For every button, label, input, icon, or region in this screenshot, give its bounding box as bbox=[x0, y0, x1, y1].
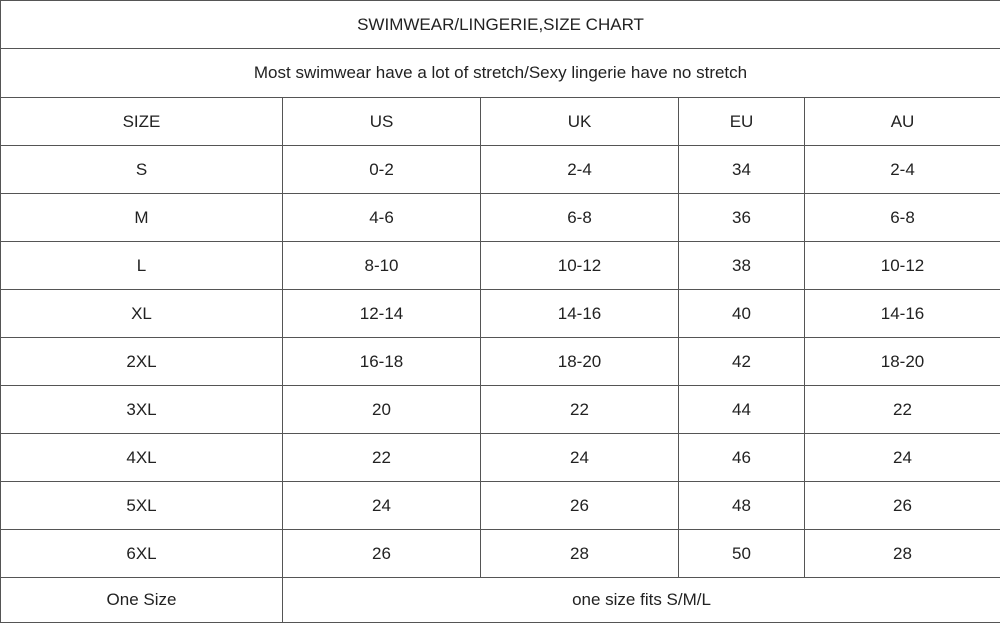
eu-cell: 36 bbox=[679, 194, 805, 242]
au-cell: 6-8 bbox=[805, 194, 1000, 242]
uk-cell: 18-20 bbox=[481, 338, 679, 386]
uk-cell: 14-16 bbox=[481, 290, 679, 338]
uk-cell: 22 bbox=[481, 386, 679, 434]
au-cell: 24 bbox=[805, 434, 1000, 482]
header-row bbox=[1, 98, 1000, 146]
uk-cell: 6-8 bbox=[481, 194, 679, 242]
eu-cell: 44 bbox=[679, 386, 805, 434]
au-cell: 26 bbox=[805, 482, 1000, 530]
uk-cell: 10-12 bbox=[481, 242, 679, 290]
table-row bbox=[1, 338, 1000, 386]
au-cell: 18-20 bbox=[805, 338, 1000, 386]
size-cell: 5XL bbox=[1, 482, 283, 530]
us-cell: 24 bbox=[283, 482, 481, 530]
au-cell: 22 bbox=[805, 386, 1000, 434]
note-row bbox=[1, 49, 1000, 98]
eu-cell: 48 bbox=[679, 482, 805, 530]
au-cell: 14-16 bbox=[805, 290, 1000, 338]
uk-cell: 24 bbox=[481, 434, 679, 482]
table-row bbox=[1, 242, 1000, 290]
au-cell: 2-4 bbox=[805, 146, 1000, 194]
chart-title: SWIMWEAR/LINGERIE,SIZE CHART bbox=[1, 1, 1000, 49]
size-cell: XL bbox=[1, 290, 283, 338]
title-row bbox=[1, 1, 1000, 49]
size-cell: 6XL bbox=[1, 530, 283, 578]
uk-cell: 28 bbox=[481, 530, 679, 578]
au-cell: 28 bbox=[805, 530, 1000, 578]
stretch-note: Most swimwear have a lot of stretch/Sexy lingerie have no stretch bbox=[1, 49, 1000, 98]
us-cell: 4-6 bbox=[283, 194, 481, 242]
header-eu: EU bbox=[679, 98, 805, 146]
header-uk: UK bbox=[481, 98, 679, 146]
eu-cell: 50 bbox=[679, 530, 805, 578]
eu-cell: 42 bbox=[679, 338, 805, 386]
eu-cell: 34 bbox=[679, 146, 805, 194]
size-cell: L bbox=[1, 242, 283, 290]
one-size-row bbox=[1, 578, 1000, 623]
header-us: US bbox=[283, 98, 481, 146]
uk-cell: 26 bbox=[481, 482, 679, 530]
table-row bbox=[1, 386, 1000, 434]
one-size-label: One Size bbox=[1, 578, 283, 623]
au-cell: 10-12 bbox=[805, 242, 1000, 290]
header-size: SIZE bbox=[1, 98, 283, 146]
us-cell: 20 bbox=[283, 386, 481, 434]
uk-cell: 2-4 bbox=[481, 146, 679, 194]
us-cell: 26 bbox=[283, 530, 481, 578]
header-au: AU bbox=[805, 98, 1000, 146]
us-cell: 16-18 bbox=[283, 338, 481, 386]
size-cell: 4XL bbox=[1, 434, 283, 482]
size-cell: M bbox=[1, 194, 283, 242]
eu-cell: 40 bbox=[679, 290, 805, 338]
us-cell: 8-10 bbox=[283, 242, 481, 290]
size-cell: 3XL bbox=[1, 386, 283, 434]
one-size-value: one size fits S/M/L bbox=[283, 578, 1000, 623]
us-cell: 12-14 bbox=[283, 290, 481, 338]
eu-cell: 38 bbox=[679, 242, 805, 290]
table-row bbox=[1, 194, 1000, 242]
us-cell: 0-2 bbox=[283, 146, 481, 194]
table-row bbox=[1, 146, 1000, 194]
table-row bbox=[1, 290, 1000, 338]
eu-cell: 46 bbox=[679, 434, 805, 482]
table-row bbox=[1, 434, 1000, 482]
table-row bbox=[1, 482, 1000, 530]
size-cell: S bbox=[1, 146, 283, 194]
table-row bbox=[1, 530, 1000, 578]
us-cell: 22 bbox=[283, 434, 481, 482]
size-cell: 2XL bbox=[1, 338, 283, 386]
